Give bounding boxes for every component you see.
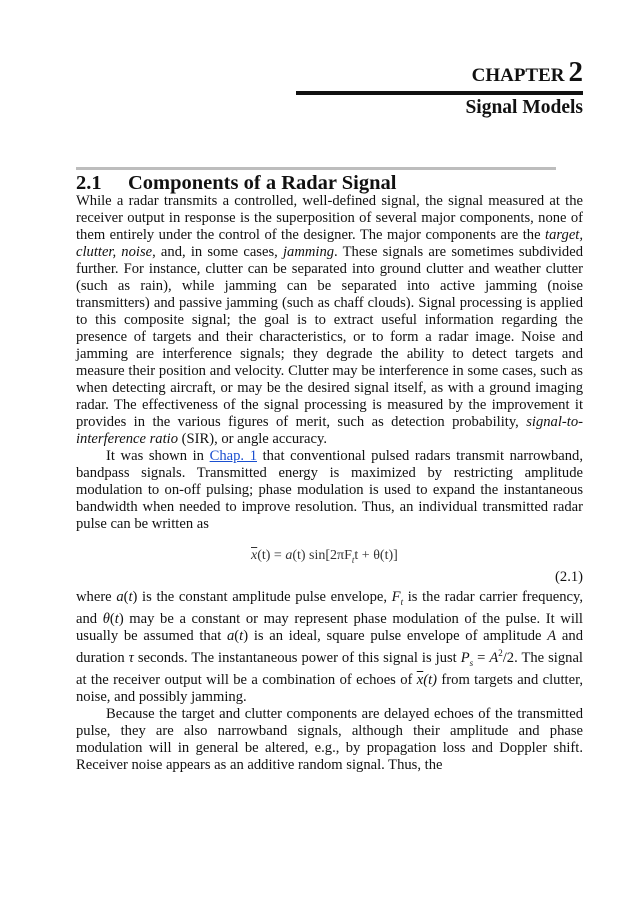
text-run: jamming bbox=[282, 244, 335, 260]
equation-formula bbox=[251, 547, 398, 569]
text-run: t bbox=[128, 589, 133, 605]
text-run: ( bbox=[123, 589, 129, 605]
equation-2-1 bbox=[76, 537, 583, 589]
chapter-rule bbox=[296, 91, 583, 95]
chapter-title: Signal Models bbox=[465, 97, 583, 118]
chapter-heading bbox=[472, 56, 583, 89]
section-heading bbox=[76, 172, 396, 195]
eq-a: a bbox=[285, 548, 293, 563]
text-run: signal-to-interference ratio bbox=[76, 414, 583, 447]
section-rule bbox=[76, 167, 556, 170]
text-run: (t) bbox=[423, 671, 438, 688]
eq-x: $\overline{x}$ bbox=[251, 548, 258, 563]
text-run: s bbox=[469, 657, 474, 668]
text-run: P bbox=[460, 649, 470, 666]
text-run: 2 bbox=[498, 647, 503, 658]
text-run: a bbox=[227, 627, 235, 644]
eq-lhs-arg: (t) = bbox=[257, 548, 286, 563]
eq-sub: t bbox=[351, 554, 355, 565]
text-run: It was shown in bbox=[106, 448, 210, 464]
chapter-link[interactable]: Chap. 1 bbox=[209, 448, 257, 464]
text-run: = bbox=[473, 649, 490, 666]
paragraph bbox=[76, 589, 583, 706]
text-run: ) is the constant amplitude pulse envelope, bbox=[132, 589, 392, 605]
body-text bbox=[76, 193, 583, 774]
text-run: where bbox=[76, 589, 117, 605]
text-run: θ bbox=[102, 610, 110, 627]
section-number: 2.1 bbox=[76, 172, 102, 194]
text-run: While a radar transmits a controlled, well-defined signal, the signal measured at the receiver output in response is the superposition of several major components, none of them entirely under the control of the designer. The major components are the bbox=[76, 193, 583, 243]
text-run: A bbox=[489, 649, 499, 666]
equation-number: (2.1) bbox=[555, 569, 583, 585]
eq-part: (t) sin[2πF bbox=[292, 548, 352, 563]
paragraph bbox=[76, 706, 583, 774]
text-run: is the radar carrier frequency, and bbox=[76, 589, 583, 627]
text-run: Because the target and clutter components are delayed echoes of the transmitted pulse, they are also narrowband signals, although their amplitude and phase modulation will in general be altered, e.g., by propagation loss and Doppler shift. Receiver noise appears as an additive random signal. Thus, the bbox=[76, 705, 583, 773]
text-run: t bbox=[114, 610, 119, 627]
text-run: ) is an ideal, square pulse envelope of amplitude bbox=[243, 627, 548, 644]
text-run: τ bbox=[128, 649, 134, 666]
eq-part: t + θ(t)] bbox=[354, 548, 398, 563]
text-run: (SIR), or angle accuracy. bbox=[178, 431, 327, 447]
text-run: A bbox=[547, 627, 557, 644]
text-run: ) may be a constant or may represent phase modulation of the pulse. It will usually be assumed that bbox=[76, 610, 583, 644]
text-run: . These signals are sometimes subdivided further. For instance, clutter can be separated into ground clutter and weather clutter (such as rain), while jamming can be separated into active jamming (noise transmitters) and passive jamming (such as chaff clouds). Signal processing is applied to this composite signal; the goal is to extract useful information regarding the presence of targets and their characteristics, or to form a radar image. Noise and jamming are interference signals; they degrade the ability to detect targets and measure their position and velocity. Clutter may be interference in some cases, such as when detecting aircraft, or may be the desired signal itself, as with a ground imaging radar. The effectiveness of the signal processing is measured by the improvement it provides in the various figures of merit, such as detection probability, bbox=[76, 244, 583, 430]
text-run: /2. The signal at the receiver output will be a combination of echoes of bbox=[76, 649, 583, 688]
text-run: ( bbox=[109, 610, 115, 627]
section-title: Components of a Radar Signal bbox=[128, 172, 397, 194]
text-run: t bbox=[400, 596, 404, 607]
text-run: from targets and clutter, noise, and possibly jamming. bbox=[76, 671, 583, 705]
chapter-number: 2 bbox=[568, 56, 583, 88]
text-run: t bbox=[239, 627, 244, 644]
text-run: ( bbox=[234, 627, 240, 644]
chapter-label: CHAPTER bbox=[471, 65, 565, 86]
text-run: $\overline{x}$ bbox=[416, 671, 424, 688]
text-run: a bbox=[116, 589, 124, 605]
text-run: that conventional pulsed radars transmit narrowband, bandpass signals. Transmitted energy is maximized by restricting amplitude modulation to on-off pulsing; phase modulation is used to expand the instantaneous bandwidth when needed to improve resolution. Thus, an individual transmitted radar pulse can be written as bbox=[76, 448, 583, 532]
text-run: F bbox=[391, 589, 401, 605]
paragraph bbox=[76, 193, 583, 448]
text-run: , and, in some cases, bbox=[152, 244, 283, 260]
paragraph bbox=[76, 448, 583, 533]
text-run: seconds. The instantaneous power of this signal is just bbox=[133, 649, 461, 666]
text-run: target, clutter, noise bbox=[76, 227, 583, 260]
text-run: and duration bbox=[76, 627, 583, 666]
